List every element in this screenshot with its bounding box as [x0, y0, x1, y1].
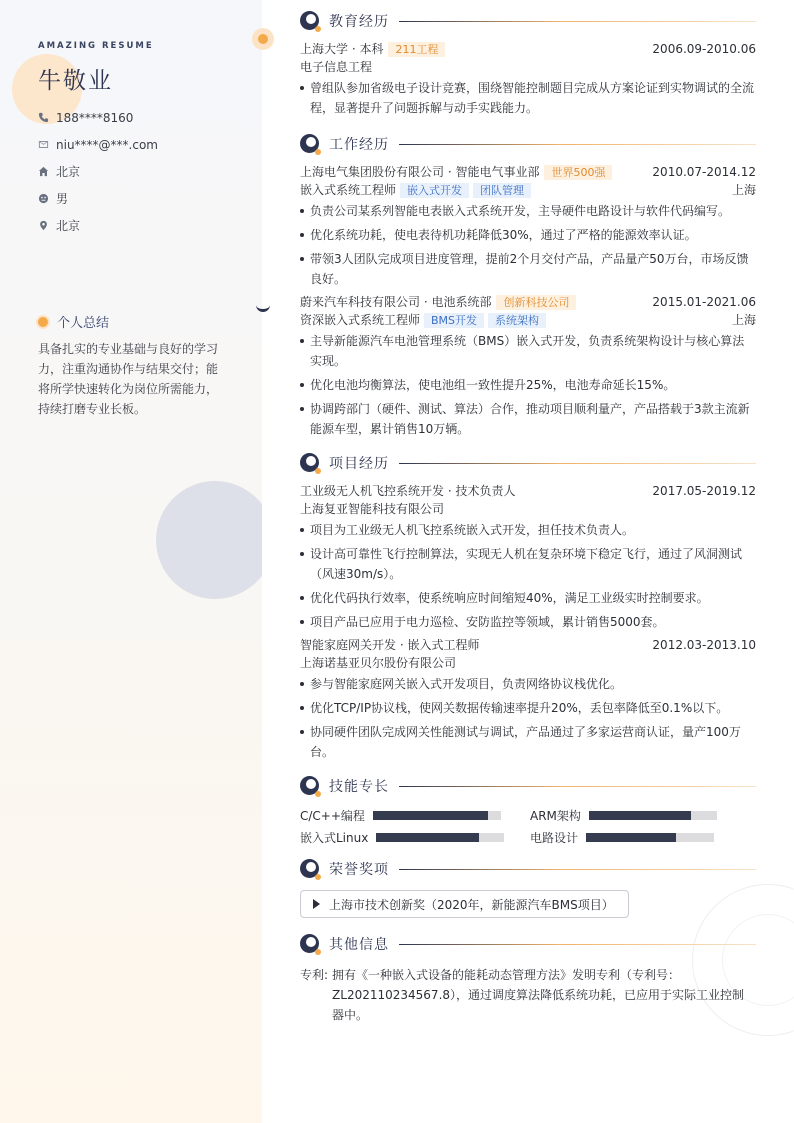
work-section — [300, 133, 756, 443]
list-item: 优化TCP/IP协议栈，使网关数据传输速率提升20%，丢包率降低至0.1%以下。 — [300, 698, 756, 718]
honors-title: 荣誉奖项 — [329, 862, 389, 878]
project-company-row — [300, 654, 756, 672]
projects-title: 项目经历 — [329, 456, 389, 472]
education-section — [300, 10, 756, 122]
list-item: 带领3人团队完成项目进度管理，提前2个月交付产品，产品量产50万台，市场反馈良好。 — [300, 249, 756, 289]
skill-label: C/C++编程 — [300, 808, 365, 823]
education-date: 2006.09-2010.06 — [652, 42, 756, 56]
other-section — [300, 933, 756, 1025]
job-date: 2015.01-2021.06 — [652, 295, 756, 309]
project-bullets — [300, 674, 756, 762]
contact-location-text: 北京 — [56, 219, 81, 233]
play-icon — [313, 899, 320, 909]
mail-icon — [38, 139, 49, 150]
projects-section — [300, 452, 756, 766]
section-divider — [399, 21, 756, 22]
job-company-tag: 创新科技公司 — [496, 295, 576, 310]
education-title: 教育经历 — [329, 14, 389, 30]
brand-label: AMAZING RESUME — [38, 41, 154, 51]
contact-email-text: niu****@***.com — [56, 137, 158, 152]
project-company: 上海诺基亚贝尔股份有限公司 — [300, 656, 457, 670]
section-badge-icon — [300, 859, 321, 880]
project-name: 智能家庭网关开发 · 嵌入式工程师 — [300, 638, 480, 652]
skill-bar — [376, 833, 504, 842]
job-company: 上海电气集团股份有限公司 · 智能电气事业部 — [300, 165, 540, 179]
education-row — [300, 40, 756, 58]
skill-label: 嵌入式Linux — [300, 830, 369, 845]
list-item: 曾组队参加省级电子设计竞赛，围绕智能控制题目完成从方案论证到实物调试的全流程，显著提升了问题拆解与动手实践能力。 — [300, 78, 756, 118]
other-label: 专利: — [300, 968, 329, 982]
job-city: 上海 — [731, 183, 756, 197]
skills-grid — [300, 806, 756, 846]
job-company-tag: 世界500强 — [544, 165, 612, 180]
job-skill-tag: 团队管理 — [473, 183, 531, 198]
skills-title: 技能专长 — [329, 779, 389, 795]
education-school: 上海大学 · 本科 — [300, 42, 384, 56]
job-company-row — [300, 293, 756, 311]
skill-bar — [373, 811, 501, 820]
skill-fill — [586, 833, 676, 842]
work-heading — [300, 133, 756, 155]
section-badge-icon — [300, 776, 321, 797]
skill-label: ARM架构 — [530, 808, 581, 823]
skill-bar — [589, 811, 717, 820]
contact-email — [38, 131, 158, 158]
job-bullets — [300, 201, 756, 289]
other-entry — [300, 965, 756, 1025]
honor-item — [300, 890, 629, 918]
skill-label: 电路设计 — [530, 830, 579, 845]
project-row — [300, 482, 756, 500]
project-company: 上海复亚智能科技有限公司 — [300, 502, 445, 516]
project-name: 工业级无人机飞控系统开发 · 技术负责人 — [300, 484, 516, 498]
job-entry — [300, 163, 756, 289]
decorative-edge-arc — [256, 298, 270, 312]
section-badge-icon — [300, 11, 321, 32]
list-item: 参与智能家庭网关嵌入式开发项目，负责网络协议栈优化。 — [300, 674, 756, 694]
education-heading — [300, 10, 756, 32]
job-city: 上海 — [731, 313, 756, 327]
skill-item — [300, 828, 530, 846]
list-item: 协调跨部门（硬件、测试、算法）合作，推动项目顺利量产，产品搭载于3款主流新能源车型，累计销售10万辆。 — [300, 399, 756, 439]
job-role-row — [300, 311, 756, 329]
decorative-edge-dot — [258, 34, 268, 44]
job-skill-tag: 系统架构 — [488, 313, 546, 328]
decorative-gray-circle — [156, 481, 262, 599]
other-heading — [300, 933, 756, 955]
section-badge-icon — [300, 934, 321, 955]
project-row — [300, 636, 756, 654]
skill-item — [530, 806, 756, 824]
contact-home — [38, 158, 158, 185]
list-item: 主导新能源汽车电池管理系统（BMS）嵌入式开发，负责系统架构设计与核心算法实现。 — [300, 331, 756, 371]
job-company: 蔚来汽车科技有限公司 · 电池系统部 — [300, 295, 492, 309]
project-date: 2012.03-2013.10 — [652, 638, 756, 652]
summary-heading — [36, 312, 109, 331]
skill-fill — [373, 811, 488, 820]
project-entry — [300, 482, 756, 632]
job-role: 资深嵌入式系统工程师 — [300, 313, 421, 327]
job-role: 嵌入式系统工程师 — [300, 183, 397, 197]
job-date: 2010.07-2014.12 — [652, 165, 756, 179]
section-divider — [399, 786, 756, 787]
project-bullets — [300, 520, 756, 632]
education-major: 电子信息工程 — [300, 60, 373, 74]
project-entry — [300, 636, 756, 762]
honor-text: 上海市技术创新奖（2020年，新能源汽车BMS项目） — [329, 897, 614, 912]
section-badge-icon — [300, 453, 321, 474]
job-company-row — [300, 163, 756, 181]
section-badge-icon — [300, 134, 321, 155]
contact-phone-text: 188****8160 — [56, 110, 134, 125]
contact-home-text: 北京 — [56, 165, 81, 179]
honors-section — [300, 858, 756, 918]
home-icon — [38, 166, 49, 177]
job-entry — [300, 293, 756, 439]
contact-phone — [38, 104, 158, 131]
skills-section — [300, 775, 756, 846]
list-item: 设计高可靠性飞行控制算法，实现无人机在复杂环境下稳定飞行，通过了风洞测试（风速30m/s）。 — [300, 544, 756, 584]
gender-icon — [38, 193, 49, 204]
honors-heading — [300, 858, 756, 880]
phone-icon — [38, 112, 49, 123]
summary-dot-icon — [36, 315, 50, 329]
job-role-row — [300, 181, 756, 199]
skill-fill — [376, 833, 478, 842]
skills-heading — [300, 775, 756, 797]
skill-item — [530, 828, 756, 846]
work-title: 工作经历 — [329, 137, 389, 153]
skill-item — [300, 806, 530, 824]
education-bullets — [300, 78, 756, 118]
job-skill-tag: 嵌入式开发 — [400, 183, 469, 198]
list-item: 项目产品已应用于电力巡检、安防监控等领域，累计销售5000套。 — [300, 612, 756, 632]
list-item: 协同硬件团队完成网关性能测试与调试，产品通过了多家运营商认证，量产100万台。 — [300, 722, 756, 762]
job-bullets — [300, 331, 756, 439]
sidebar — [0, 0, 262, 1123]
contact-gender — [38, 185, 158, 212]
skill-fill — [589, 811, 691, 820]
section-divider — [399, 944, 756, 945]
education-major-row — [300, 58, 756, 76]
candidate-name: 牛敬业 — [38, 68, 113, 94]
job-skill-tag: BMS开发 — [424, 313, 484, 328]
summary-title: 个人总结 — [57, 316, 110, 331]
location-icon — [38, 220, 49, 231]
section-divider — [399, 869, 756, 870]
list-item: 优化电池均衡算法，使电池组一致性提升25%，电池寿命延长15%。 — [300, 375, 756, 395]
section-divider — [399, 463, 756, 464]
other-text: 拥有《一种嵌入式设备的能耗动态管理方法》发明专利（专利号：ZL202110234567.8），通过调度算法降低系统功耗，已应用于实际工业控制器中。 — [332, 968, 745, 1022]
summary-text: 具备扎实的专业基础与良好的学习力，注重沟通协作与结果交付；能将所学快速转化为岗位所需能力，持续打磨专业长板。 — [38, 342, 219, 416]
contact-location — [38, 212, 158, 239]
projects-heading — [300, 452, 756, 474]
skill-bar — [586, 833, 714, 842]
education-tag: 211工程 — [388, 42, 445, 57]
contact-gender-text: 男 — [56, 192, 69, 206]
project-date: 2017.05-2019.12 — [652, 484, 756, 498]
list-item: 项目为工业级无人机飞控系统嵌入式开发，担任技术负责人。 — [300, 520, 756, 540]
project-company-row — [300, 500, 756, 518]
list-item: 优化系统功耗，使电表待机功耗降低30%，通过了严格的能源效率认证。 — [300, 225, 756, 245]
list-item: 负责公司某系列智能电表嵌入式系统开发，主导硬件电路设计与软件代码编写。 — [300, 201, 756, 221]
contact-list — [38, 104, 158, 239]
education-entry — [300, 40, 756, 118]
section-divider — [399, 144, 756, 145]
list-item: 优化代码执行效率，使系统响应时间缩短40%，满足工业级实时控制要求。 — [300, 588, 756, 608]
other-title: 其他信息 — [329, 937, 389, 953]
